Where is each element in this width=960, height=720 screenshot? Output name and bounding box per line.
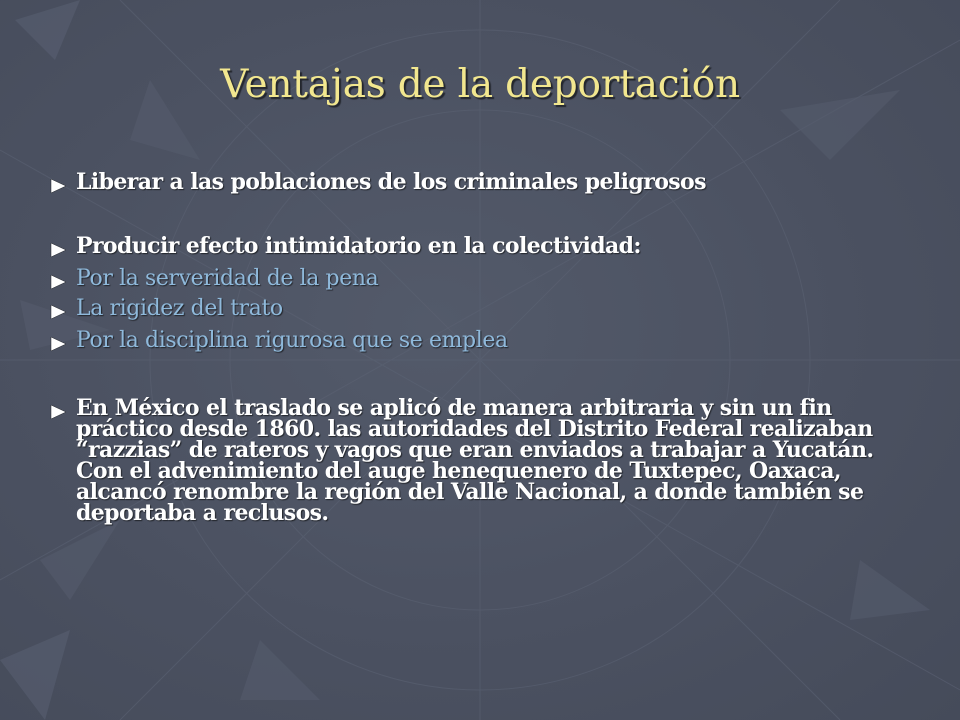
arrow-right-icon bbox=[48, 238, 70, 262]
arrow-right-icon bbox=[48, 300, 70, 324]
bullet-item bbox=[48, 233, 898, 259]
bullet-text: Por la disciplina rigurosa que se emplea bbox=[76, 328, 508, 353]
bullet-text: Por la serveridad de la pena bbox=[76, 266, 379, 291]
bullet-item bbox=[48, 169, 898, 195]
bullet-text: Liberar a las poblaciones de los criminales peligrosos bbox=[76, 169, 706, 195]
bullet-text: Producir efecto intimidatorio en la colectividad: bbox=[76, 233, 641, 259]
bullet-text: En México el traslado se aplicó de manera arbitraria y sin un fin práctico desde 1860. las autoridades del Distrito Federal realizaban “razzias” de rateros y vagos que eran enviados a trabajar a Yucatán. Con el advenimiento del auge henequenero de Tuxtepec, Oaxaca, alcancó renombre la región del Valle Nacional, a donde también se deportaba a reclusos. bbox=[76, 395, 874, 526]
bullet-text: La rigidez del trato bbox=[76, 296, 283, 321]
bullet-item bbox=[48, 298, 898, 319]
arrow-right-icon bbox=[48, 400, 70, 424]
bullet-item bbox=[48, 330, 898, 351]
arrow-right-icon bbox=[48, 270, 70, 294]
arrow-right-icon bbox=[48, 332, 70, 356]
slide-title: Ventajas de la deportación bbox=[220, 62, 740, 107]
arrow-right-icon bbox=[48, 174, 70, 198]
bullet-item bbox=[48, 395, 898, 526]
bullet-item bbox=[48, 268, 898, 289]
